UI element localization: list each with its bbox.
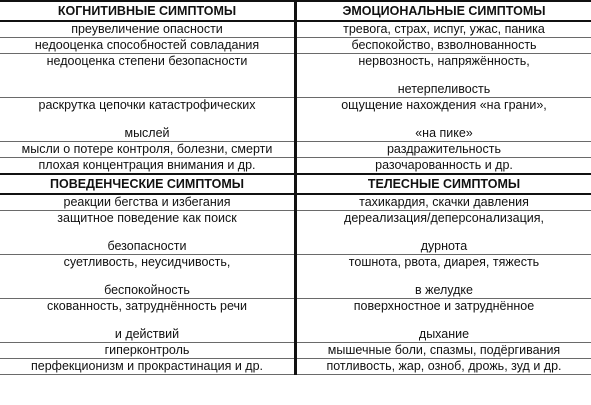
symptom-cell-right <box>296 211 591 255</box>
symptom-text: преувеличение опасности <box>71 22 223 36</box>
symptom-row <box>0 255 591 299</box>
symptom-cell-left <box>0 359 296 375</box>
symptom-text: недооценка степени безопасности <box>46 54 248 68</box>
symptom-text: потливость, жар, озноб, дрожь, зуд и др. <box>326 359 562 373</box>
symptom-text: мышечные боли, спазмы, подёргивания <box>327 343 561 357</box>
symptom-text: мысли о потере контроля, болезни, смерти <box>21 142 273 156</box>
symptom-text: реакции бегства и избегания <box>63 195 231 209</box>
section-header-right: ЭМОЦИОНАЛЬНЫЕ СИМПТОМЫ <box>296 1 591 21</box>
symptom-text: дереализация/деперсонализация, <box>344 211 544 225</box>
symptom-cell-left <box>0 255 296 299</box>
symptom-cell-left <box>0 299 296 343</box>
symptom-text: недооценка способностей совладания <box>34 38 260 52</box>
symptom-cell-right <box>296 21 591 38</box>
symptom-cell-left <box>0 343 296 359</box>
symptom-cell-right <box>296 54 591 98</box>
symptom-row <box>0 343 591 359</box>
symptom-text: раздражительность <box>386 142 502 156</box>
section-header-row-cognitive-emotional <box>0 1 591 21</box>
symptom-cell-right <box>296 158 591 175</box>
symptom-text: «на пике» <box>415 126 473 140</box>
symptom-text: поверхностное и затруднённое <box>353 299 535 313</box>
symptom-cell-left <box>0 158 296 175</box>
symptom-text: в желудке <box>415 283 473 297</box>
symptom-text: разочарованность и др. <box>375 158 513 172</box>
symptom-row <box>0 299 591 343</box>
symptom-text: скованность, затруднённость речи <box>46 299 248 313</box>
symptom-text: дыхание <box>418 327 470 341</box>
symptom-text: перфекционизм и прокрастинация и др. <box>30 359 264 373</box>
symptom-cell-left <box>0 211 296 255</box>
symptom-row <box>0 98 591 142</box>
section-header-right: ТЕЛЕСНЫЕ СИМПТОМЫ <box>296 174 591 194</box>
section-header-row-behavioral-somatic <box>0 174 591 194</box>
symptom-text: защитное поведение как поиск <box>57 211 237 225</box>
symptom-text: тошнота, рвота, диарея, тяжесть <box>348 255 540 269</box>
symptom-cell-left <box>0 21 296 38</box>
symptom-row <box>0 194 591 211</box>
symptom-cell-left <box>0 194 296 211</box>
symptoms-table-body <box>0 1 591 375</box>
symptom-row <box>0 211 591 255</box>
symptom-text: мыслей <box>124 126 170 140</box>
symptom-row <box>0 21 591 38</box>
symptom-row <box>0 359 591 375</box>
symptom-text: беспокойность <box>104 283 190 297</box>
symptom-cell-right <box>296 38 591 54</box>
symptom-cell-right <box>296 343 591 359</box>
symptom-text: и действий <box>114 327 180 341</box>
symptom-row <box>0 54 591 98</box>
symptom-cell-left <box>0 54 296 98</box>
symptom-row <box>0 142 591 158</box>
symptom-row <box>0 38 591 54</box>
symptom-cell-left <box>0 142 296 158</box>
symptom-text: тахикардия, скачки давления <box>359 195 529 209</box>
symptom-cell-right <box>296 98 591 142</box>
symptom-text: безопасности <box>107 239 187 253</box>
symptom-text: нетерпеливость <box>397 82 491 96</box>
section-header-left: КОГНИТИВНЫЕ СИМПТОМЫ <box>0 1 296 21</box>
symptom-text: беспокойство, взволнованность <box>351 38 537 52</box>
symptom-cell-right <box>296 299 591 343</box>
section-header-left: ПОВЕДЕНЧЕСКИЕ СИМПТОМЫ <box>0 174 296 194</box>
symptom-cell-right <box>296 359 591 375</box>
symptom-text: нервозность, напряжённость, <box>358 54 530 68</box>
symptom-text: гиперконтроль <box>104 343 190 357</box>
symptom-text: тревога, страх, испуг, ужас, паника <box>343 22 545 36</box>
symptom-text: суетливость, неусидчивость, <box>63 255 231 269</box>
symptom-text: раскрутка цепочки катастрофических <box>38 98 256 112</box>
symptom-cell-right <box>296 142 591 158</box>
symptom-cell-right <box>296 255 591 299</box>
symptom-row <box>0 158 591 175</box>
symptom-text: дурнота <box>420 239 468 253</box>
symptom-cell-left <box>0 98 296 142</box>
symptom-cell-left <box>0 38 296 54</box>
symptom-text: плохая концентрация внимания и др. <box>38 158 256 172</box>
symptom-text: ощущение нахождения «на грани», <box>341 98 547 112</box>
symptom-cell-right <box>296 194 591 211</box>
